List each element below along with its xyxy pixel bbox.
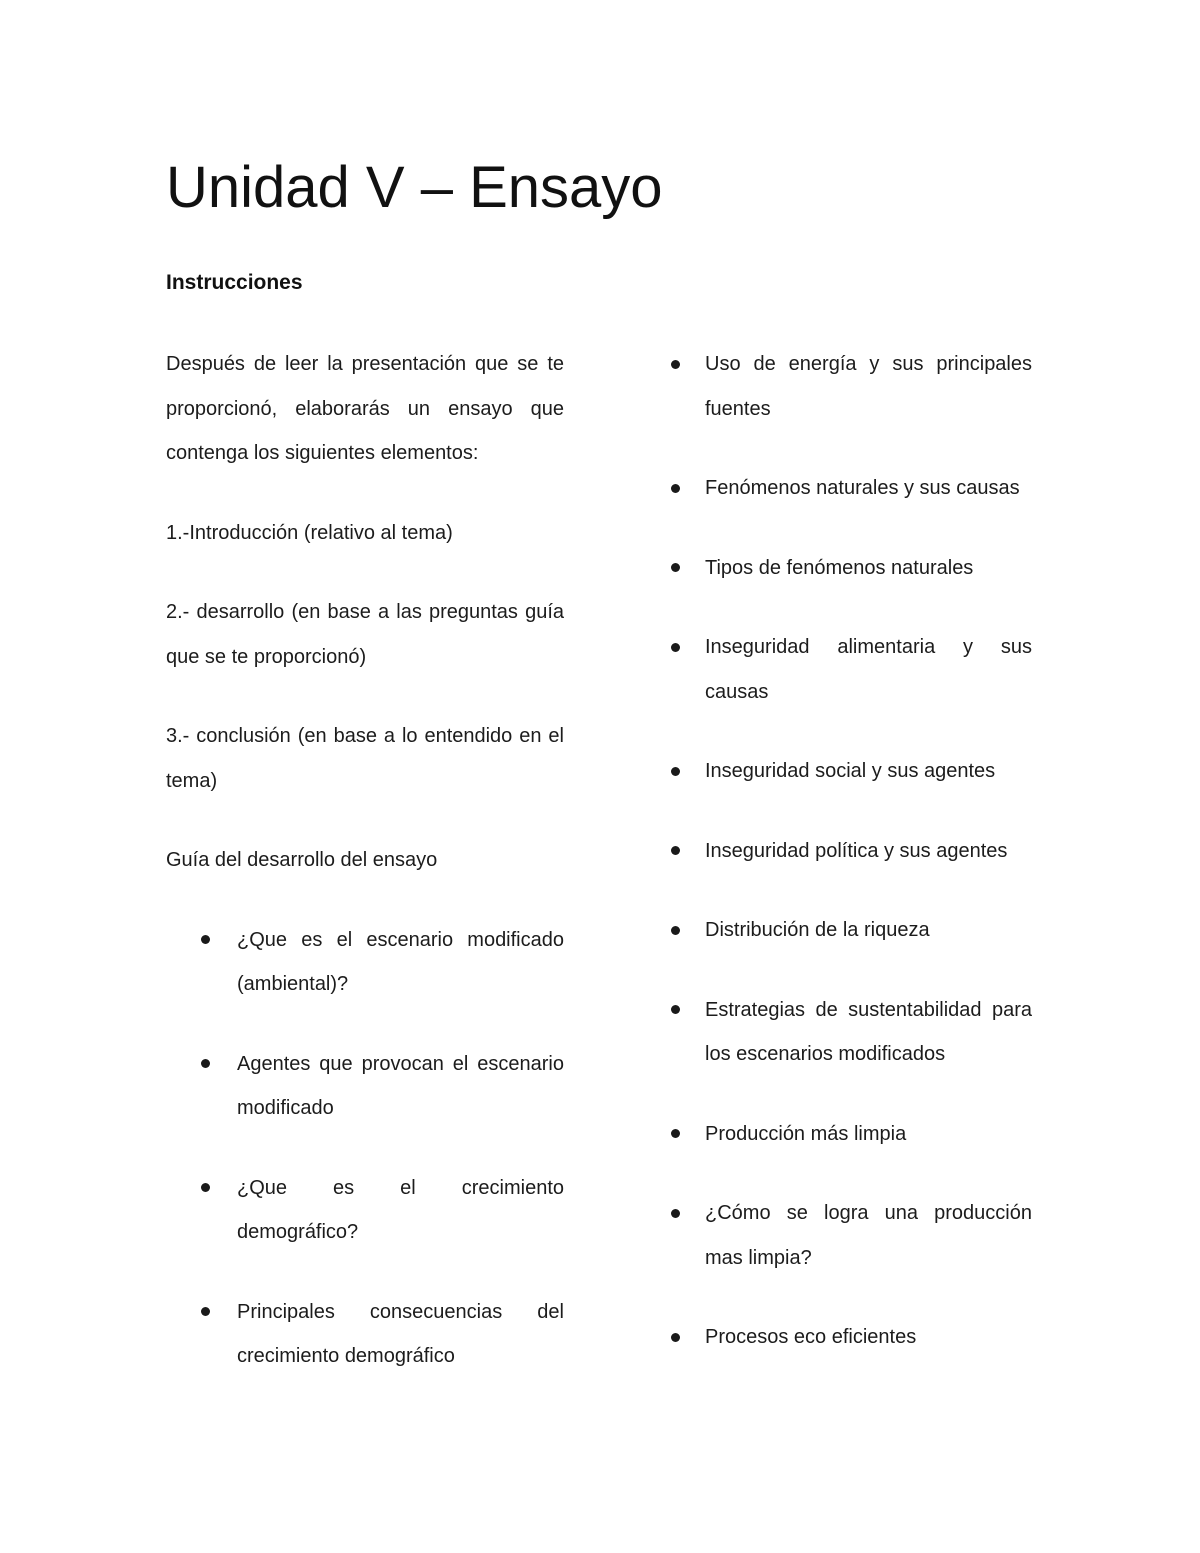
- list-item-text: Inseguridad social y sus agentes: [705, 760, 996, 782]
- bullet-icon: [671, 360, 680, 369]
- list-item: [667, 908, 1032, 953]
- list-item: [667, 988, 1032, 1077]
- guide-bullet-list-left: [166, 918, 564, 1379]
- list-item-text: Procesos eco eficientes: [705, 1326, 917, 1348]
- bullet-icon: [671, 563, 680, 572]
- bullet-icon: [201, 1183, 210, 1192]
- bullet-icon: [671, 484, 680, 493]
- list-item: [667, 342, 1032, 431]
- guide-bullet-list-right: [667, 342, 1032, 1360]
- element-conclusion: 3.- conclusión (en base a lo entendido en el tema): [166, 725, 564, 792]
- list-item-text: Tipos de fenómenos naturales: [705, 556, 974, 579]
- list-item: [667, 466, 1032, 511]
- bullet-icon: [671, 1209, 680, 1218]
- list-item: [667, 1191, 1032, 1280]
- guide-heading: Guía del desarrollo del ensayo: [166, 849, 438, 871]
- element-introduccion: 1.-Introducción (relativo al tema): [166, 521, 453, 544]
- list-item: [166, 1042, 564, 1131]
- section-heading-instructions: Instrucciones: [166, 271, 303, 294]
- list-item: [667, 546, 1032, 591]
- bullet-icon: [671, 1333, 680, 1342]
- list-item-text: ¿Que es el crecimiento demográfico?: [237, 1176, 564, 1243]
- list-item: [166, 1290, 564, 1379]
- list-item-text: Distribución de la riqueza: [705, 919, 930, 941]
- left-column: [166, 342, 564, 1414]
- bullet-icon: [671, 643, 680, 652]
- list-item-text: Producción más limpia: [705, 1122, 907, 1145]
- list-item-text: ¿Que es el escenario modificado (ambiental)?: [237, 928, 564, 995]
- element-desarrollo: 2.- desarrollo (en base a las preguntas guía que se te proporcionó): [166, 601, 564, 668]
- list-item-text: Principales consecuencias del crecimiento demográfico: [237, 1300, 564, 1367]
- intro-paragraph: Después de leer la presentación que se te proporcionó, elaborarás un ensayo que contenga los siguientes elementos:: [166, 353, 564, 464]
- bullet-icon: [671, 767, 680, 776]
- list-item: [166, 1166, 564, 1255]
- bullet-icon: [671, 1005, 680, 1014]
- list-item: [667, 1112, 1032, 1157]
- list-item-text: ¿Cómo se logra una producción mas limpia?: [705, 1202, 1032, 1269]
- list-item: [667, 829, 1032, 874]
- list-item-text: Uso de energía y sus principales fuentes: [705, 353, 1032, 420]
- bullet-icon: [671, 846, 680, 855]
- bullet-icon: [201, 1059, 210, 1068]
- list-item-text: Fenómenos naturales y sus causas: [705, 477, 1020, 499]
- list-item-text: Inseguridad alimentaria y sus causas: [705, 636, 1032, 703]
- list-item: [667, 1315, 1032, 1360]
- list-item: [166, 918, 564, 1007]
- right-column: [667, 342, 1032, 1395]
- list-item: [667, 625, 1032, 714]
- bullet-icon: [671, 926, 680, 935]
- bullet-icon: [201, 1307, 210, 1316]
- list-item-text: Agentes que provocan el escenario modificado: [237, 1052, 564, 1119]
- list-item-text: Inseguridad política y sus agentes: [705, 839, 1008, 862]
- bullet-icon: [671, 1129, 680, 1138]
- list-item-text: Estrategias de sustentabilidad para los escenarios modificados: [705, 998, 1032, 1065]
- bullet-icon: [201, 935, 210, 944]
- list-item: [667, 749, 1032, 794]
- page-title: Unidad V – Ensayo: [166, 155, 663, 220]
